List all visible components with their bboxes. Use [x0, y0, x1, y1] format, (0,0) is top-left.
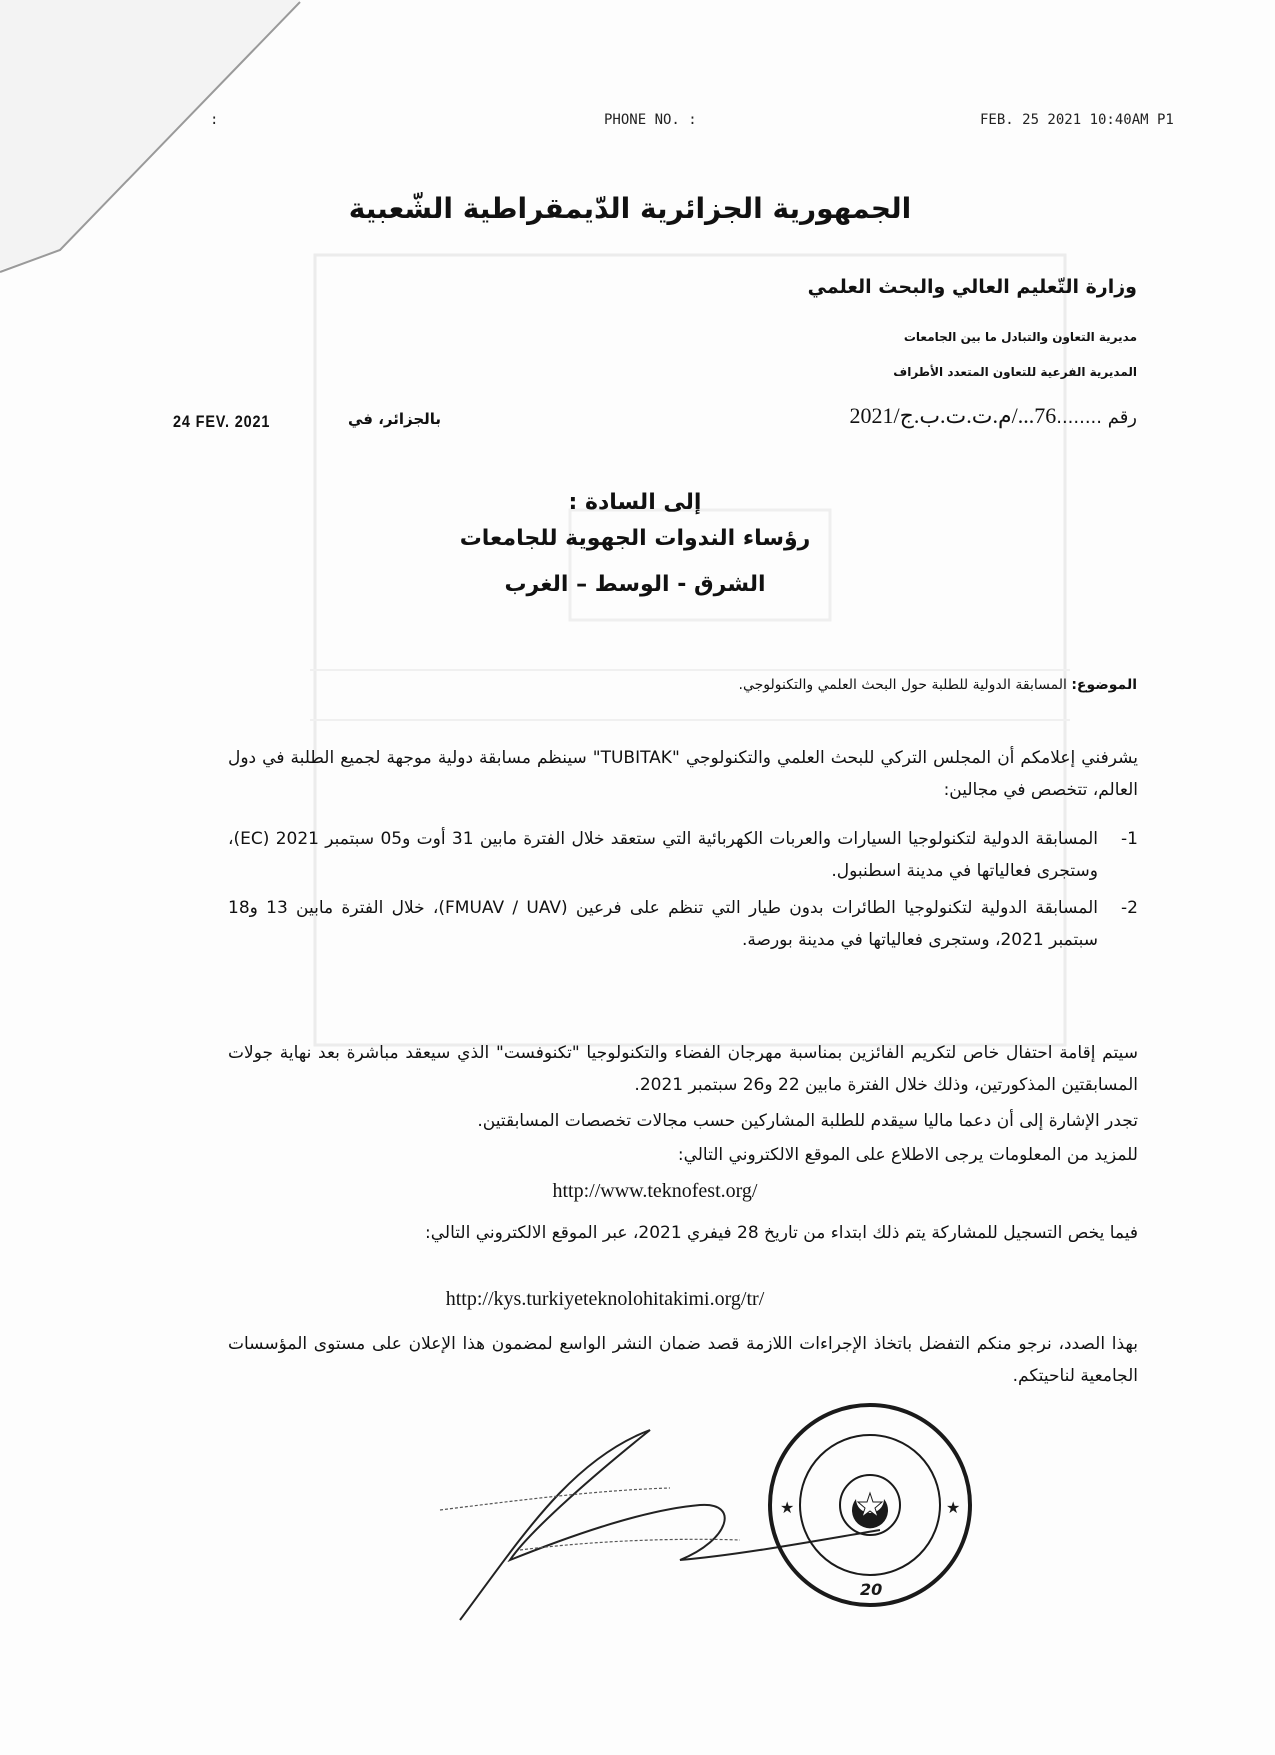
competition-item-1 — [228, 823, 1138, 887]
reference-number: 76 — [1034, 403, 1057, 428]
official-seal — [770, 1405, 970, 1605]
fax-datetime: FEB. 25 2021 10:40AM P1 — [980, 112, 1174, 128]
folded-corner — [0, 0, 330, 330]
item-1-mark: 1- — [1121, 829, 1138, 849]
item-2-mark: 2- — [1121, 898, 1138, 918]
city-label: بالجزائر، في — [348, 410, 442, 428]
reference-suffix: .../م.ت.ت.ب.ج/2021 — [849, 403, 1035, 428]
item-2-text: المسابقة الدولية لتكنولوجيا الطائرات بدون طيار التي تنظم على فرعين (FMUAV / UAV)، خلال الفترة مابين 13 و18 سبتمبر 2021، وستجرى فعالياتها في مدينة بورصة. — [228, 898, 1098, 950]
signature-and-seal — [400, 1390, 1040, 1650]
more-info-paragraph: للمزيد من المعلومات يرجى الاطلاع على الموقع الالكتروني التالي: — [677, 1145, 1138, 1165]
reference-label: رقم ........ — [1056, 407, 1137, 428]
svg-text:★: ★ — [946, 1498, 961, 1517]
support-paragraph: تجدر الإشارة إلى أن دعما ماليا سيقدم للطلبة المشاركين حسب مجالات تخصصات المسابقتين. — [477, 1111, 1138, 1131]
fax-phone: PHONE NO. : — [604, 112, 697, 128]
sub-directorate-name: المديرية الفرعية للتعاون المتعدد الأطراف — [893, 365, 1137, 379]
republic-title: الجمهورية الجزائرية الدّيمقراطية الشّعبية — [348, 192, 912, 225]
competition-item-2 — [228, 892, 1138, 956]
ceremony-paragraph: سيتم إقامة احتفال خاص لتكريم الفائزين بمناسبة مهرجان الفضاء والتكنولوجيا "تكنوفست" الذي سيعقد مباشرة بعد نهاية جولات المسابقتين المذكورتين، وذلك خلال الفترة مابين 22 و26 سبتمبر 2021. — [228, 1043, 1138, 1095]
subject-text: المسابقة الدولية للطلبة حول البحث العلمي والتكنولوجي. — [738, 677, 1067, 693]
ministry-name: وزارة التّعليم العالي والبحث العلمي — [807, 276, 1137, 298]
item-1-text: المسابقة الدولية لتكنولوجيا السيارات والعربات الكهربائية التي ستعقد خلال الفترة مابين 31 أوت و05 سبتمبر 2021 (EC)، وستجرى فعالياتها في مدينة اسطنبول. — [228, 829, 1098, 881]
intro-paragraph: يشرفني إعلامكم أن المجلس التركي للبحث العلمي والتكنولوجي "TUBITAK" سينظم مسابقة دولية موجهة لجميع الطلبة في دول العالم، تتخصص في مجالين: — [228, 748, 1138, 800]
teknofest-link[interactable]: http://www.teknofest.org/ — [552, 1180, 758, 1202]
reference-line — [850, 403, 1137, 429]
subject-line — [739, 677, 1137, 693]
date-stamp: 24 FEV. 2021 — [173, 412, 271, 431]
closing-paragraph: بهذا الصدد، نرجو منكم التفضل باتخاذ الإجراءات اللازمة قصد ضمان النشر الواسع لمضمون هذا الإعلان على مستوى المؤسسات الجامعية لناحيتكم. — [228, 1334, 1138, 1386]
addressee-line-2: رؤساء الندوات الجهوية للجامعات — [459, 526, 811, 551]
fax-header — [0, 112, 1275, 134]
directorate-name: مديرية التعاون والتبادل ما بين الجامعات — [903, 330, 1137, 344]
addressee-line-3: الشرق - الوسط – الغرب — [504, 572, 766, 597]
fax-colon: : — [210, 112, 219, 128]
svg-text:★: ★ — [780, 1498, 795, 1517]
registration-link[interactable]: http://kys.turkiyeteknolohitakimi.org/tr/ — [445, 1288, 765, 1310]
registration-paragraph: فيما يخص التسجيل للمشاركة يتم ذلك ابتداء من تاريخ 28 فيفري 2021، عبر الموقع الالكتروني التالي: — [425, 1223, 1138, 1243]
subject-label: الموضوع: — [1071, 677, 1137, 693]
seal-number: 20 — [860, 1580, 883, 1599]
addressee-line-1: إلى السادة : — [568, 490, 702, 515]
